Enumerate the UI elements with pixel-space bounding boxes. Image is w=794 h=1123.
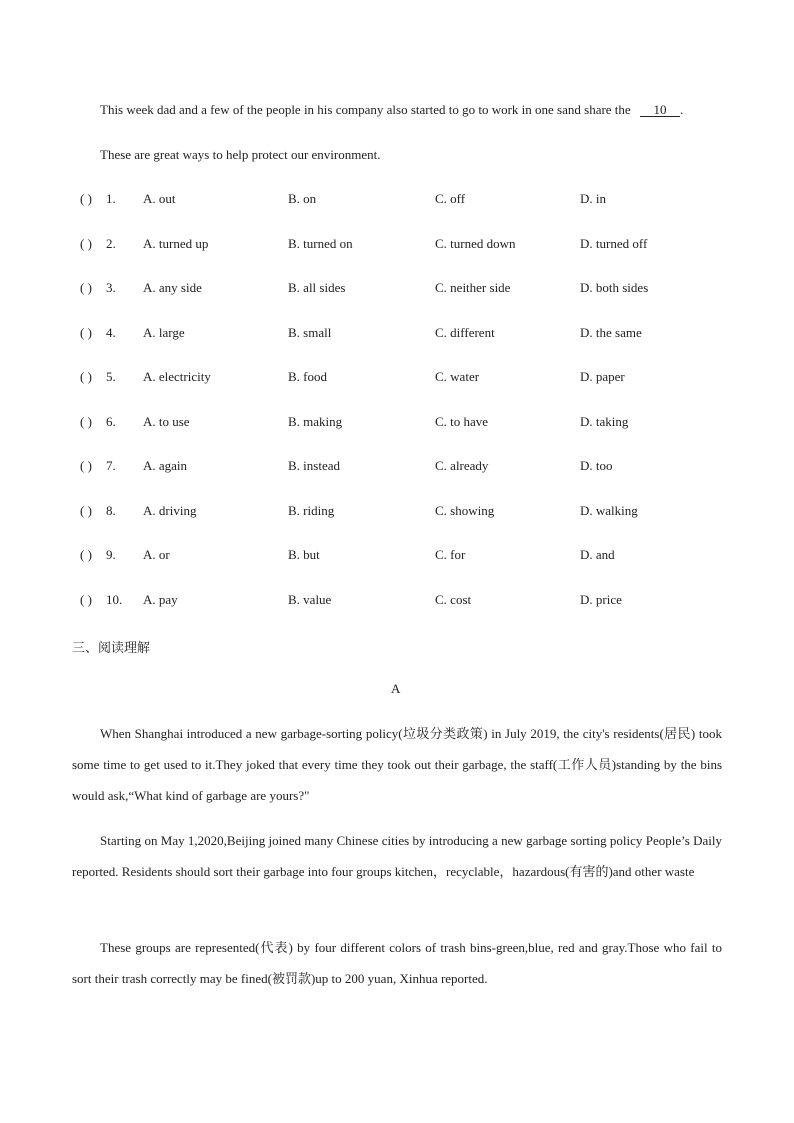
- answer-blank-10: 10: [640, 103, 680, 117]
- option-b: B. riding: [288, 503, 335, 518]
- option-d: D. taking: [580, 414, 629, 429]
- answer-paren: ( ): [80, 236, 92, 251]
- option-b: B. but: [288, 547, 320, 562]
- option-d: D. paper: [580, 369, 625, 384]
- option-b: B. all sides: [288, 280, 346, 295]
- answer-paren: ( ): [80, 547, 92, 562]
- option-b: B. small: [288, 325, 332, 340]
- option-c: C. to have: [435, 414, 489, 429]
- question-number: 8.: [106, 503, 116, 518]
- option-a: A. driving: [143, 503, 197, 518]
- option-c: C. turned down: [435, 236, 516, 251]
- answer-paren: ( ): [80, 458, 92, 473]
- answer-paren: ( ): [80, 414, 92, 429]
- option-b: B. food: [288, 369, 327, 384]
- option-c: C. off: [435, 191, 466, 206]
- option-a: A. out: [143, 191, 176, 206]
- question-row: [80, 191, 720, 209]
- option-d: D. both sides: [580, 280, 649, 295]
- option-c: C. different: [435, 325, 495, 340]
- option-d: D. in: [580, 191, 606, 206]
- passage-title: A: [391, 681, 401, 696]
- option-b: B. instead: [288, 458, 340, 473]
- question-row: [80, 325, 720, 343]
- option-a: A. or: [143, 547, 170, 562]
- question-row: [80, 414, 720, 432]
- option-c: C. showing: [435, 503, 495, 518]
- intro-line-2: These are great ways to help protect our environment.: [100, 147, 381, 162]
- question-number: 3.: [106, 280, 116, 295]
- question-row: [80, 547, 720, 565]
- option-d: D. and: [580, 547, 615, 562]
- answer-paren: ( ): [80, 369, 92, 384]
- question-number: 10.: [106, 592, 123, 607]
- answer-paren: ( ): [80, 191, 92, 206]
- option-b: B. on: [288, 191, 317, 206]
- question-number: 4.: [106, 325, 116, 340]
- question-row: [80, 592, 720, 610]
- option-d: D. price: [580, 592, 622, 607]
- passage-paragraph: [72, 718, 722, 811]
- question-number: 6.: [106, 414, 116, 429]
- question-number: 1.: [106, 191, 116, 206]
- section-title: 三、阅读理解: [72, 640, 151, 655]
- option-a: A. turned up: [143, 236, 209, 251]
- question-row: [80, 458, 720, 476]
- option-a: A. electricity: [143, 369, 211, 384]
- option-a: A. again: [143, 458, 188, 473]
- option-a: A. pay: [143, 592, 178, 607]
- answer-paren: ( ): [80, 503, 92, 518]
- question-row: [80, 280, 720, 298]
- question-row: [80, 503, 720, 521]
- passage-paragraph: [72, 825, 722, 887]
- option-b: B. value: [288, 592, 332, 607]
- paragraph-text: When Shanghai introduced a new garbage-sorting policy(垃圾分类政策) in July 2019, the city's residents(居民) took some time to get used to it.They joked that every time they took out their garbage, the staff(工作人员)standing by the bins would ask,“What kind of garbage are yours?": [72, 726, 722, 803]
- question-number: 2.: [106, 236, 116, 251]
- option-a: A. any side: [143, 280, 202, 295]
- option-d: D. turned off: [580, 236, 648, 251]
- option-d: D. the same: [580, 325, 642, 340]
- intro-text-1: This week dad and a few of the people in his company also started to go to work in one sand share the: [100, 102, 631, 117]
- option-d: D. walking: [580, 503, 638, 518]
- passage-paragraph: [72, 932, 722, 994]
- question-row: [80, 236, 720, 254]
- question-row: [80, 369, 720, 387]
- answer-paren: ( ): [80, 592, 92, 607]
- option-c: C. for: [435, 547, 466, 562]
- paragraph-text: These groups are represented(代表) by four different colors of trash bins-green,blue, red and gray.Those who fail to sort their trash correctly may be fined(被罚款)up to 200 yuan, Xinhua reported.: [72, 940, 722, 986]
- question-number: 7.: [106, 458, 116, 473]
- answer-paren: ( ): [80, 325, 92, 340]
- option-b: B. making: [288, 414, 343, 429]
- option-c: C. already: [435, 458, 489, 473]
- option-b: B. turned on: [288, 236, 353, 251]
- option-a: A. large: [143, 325, 185, 340]
- question-number: 9.: [106, 547, 116, 562]
- option-c: C. water: [435, 369, 480, 384]
- intro-line-1-end: .: [679, 102, 684, 117]
- intro-line-1: [100, 102, 683, 118]
- option-c: C. cost: [435, 592, 472, 607]
- question-number: 5.: [106, 369, 116, 384]
- paragraph-text: Starting on May 1,2020,Beijing joined many Chinese cities by introducing a new garbage sorting policy People’s Daily reported. Residents should sort their garbage into four groups kitchen，recyclable，hazardous(有害的)and other waste: [72, 833, 722, 879]
- option-d: D. too: [580, 458, 613, 473]
- answer-paren: ( ): [80, 280, 92, 295]
- option-a: A. to use: [143, 414, 190, 429]
- option-c: C. neither side: [435, 280, 511, 295]
